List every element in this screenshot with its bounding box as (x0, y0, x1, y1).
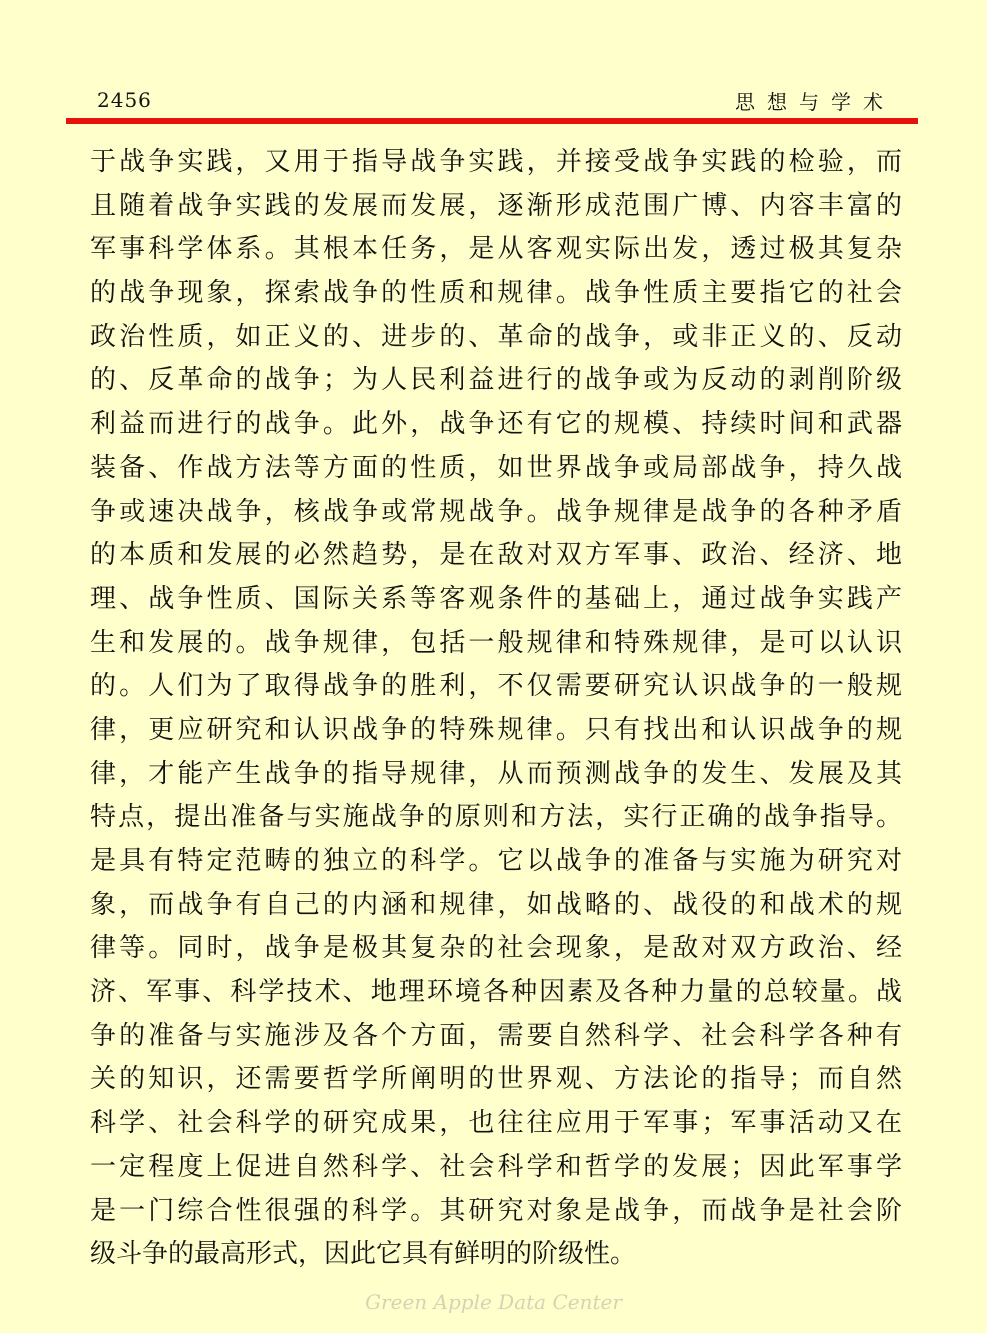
text-line: 是一门综合性很强的科学。其研究对象是战争，而战争是社会阶 (90, 1195, 902, 1226)
text-line: 关的知识，还需要哲学所阐明的世界观、方法论的指导；而自然 (90, 1064, 902, 1095)
text-line: 政治性质，如正义的、进步的、革命的战争，或非正义的、反动 (90, 321, 902, 352)
watermark: Green Apple Data Center (365, 1290, 622, 1314)
header-rule (66, 118, 918, 124)
text-line: 的本质和发展的必然趋势，是在敌对双方军事、政治、经济、地 (90, 540, 902, 571)
text-line: 装备、作战方法等方面的性质，如世界战争或局部战争，持久战 (90, 452, 902, 483)
text-line: 军事科学体系。其根本任务，是从客观实际出发，透过极其复杂 (90, 234, 902, 265)
text-line: 级斗争的最高形式，因此它具有鲜明的阶级性。 (90, 1239, 637, 1270)
text-line: 律等。同时，战争是极其复杂的社会现象，是敌对双方政治、经 (90, 933, 902, 964)
text-line: 济、军事、科学技术、地理环境各种因素及各种力量的总较量。战 (90, 977, 902, 1008)
text-line: 的。人们为了取得战争的胜利，不仅需要研究认识战争的一般规 (90, 671, 902, 702)
text-line: 特点，提出准备与实施战争的原则和方法，实行正确的战争指导。 (90, 802, 902, 833)
text-line: 争的准备与实施涉及各个方面，需要自然科学、社会科学各种有 (90, 1020, 902, 1051)
text-line: 的、反革命的战争；为人民利益进行的战争或为反动的剥削阶级 (90, 365, 902, 396)
text-line: 律，才能产生战争的指导规律，从而预测战争的发生、发展及其 (90, 758, 902, 789)
text-line: 的战争现象，探索战争的性质和规律。战争性质主要指它的社会 (90, 278, 902, 309)
text-line: 律，更应研究和认识战争的特殊规律。只有找出和认识战争的规 (90, 714, 902, 745)
text-line: 于战争实践，又用于指导战争实践，并接受战争实践的检验，而 (90, 147, 902, 177)
body-text (90, 141, 902, 1277)
text-line: 生和发展的。战争规律，包括一般规律和特殊规律，是可以认识 (90, 627, 902, 658)
text-line: 科学、社会科学的研究成果，也往往应用于军事；军事活动又在 (90, 1108, 902, 1139)
text-line: 象，而战争有自己的内涵和规律，如战略的、战役的和战术的规 (90, 889, 902, 920)
text-line: 一定程度上促进自然科学、社会科学和哲学的发展；因此军事学 (90, 1151, 902, 1182)
page-number: 2456 (97, 88, 152, 112)
running-title: 思想与学术 (735, 90, 895, 114)
text-line: 是具有特定范畴的独立的科学。它以战争的准备与实施为研究对 (90, 846, 902, 876)
text-line: 争或速决战争，核战争或常规战争。战争规律是战争的各种矛盾 (90, 496, 902, 527)
text-line: 利益而进行的战争。此外，战争还有它的规模、持续时间和武器 (90, 409, 902, 440)
text-line: 理、战争性质、国际关系等客观条件的基础上，通过战争实践产 (90, 583, 902, 614)
text-line: 且随着战争实践的发展而发展，逐渐形成范围广博、内容丰富的 (90, 190, 902, 221)
